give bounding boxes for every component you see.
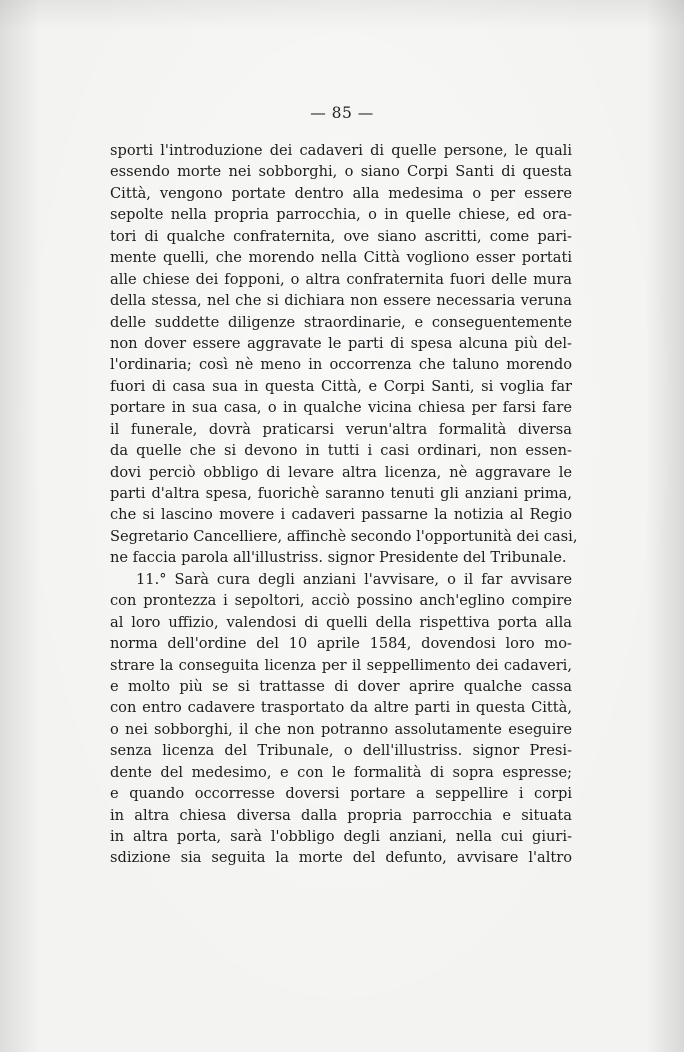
text-line: essendo morte nei sobborghi, o siano Corpi Santi di questa — [110, 163, 572, 181]
text-line: tori di qualche confraternita, ove siano ascritti, come pari- — [110, 227, 572, 245]
text-line: dovi perciò obbligo di levare altra licenza, nè aggravare le — [110, 463, 572, 481]
text-line: sepolte nella propria parrocchia, o in quelle chiese, ed ora- — [110, 206, 572, 224]
text-line: 11.° Sarà cura degli anziani l'avvisare, o il far avvisare — [136, 570, 572, 588]
text-line: Città, vengono portate dentro alla medesima o per essere — [110, 184, 572, 202]
text-line: ne faccia parola all'illustriss. signor Presidente del Tribunale. — [110, 549, 567, 567]
text-line: norma dell'ordine del 10 aprile 1584, dovendosi loro mo- — [110, 635, 572, 653]
text-line: Segretario Cancelliere, affinchè secondo l'opportunità dei casi, — [110, 527, 578, 545]
text-line: mente quelli, che morendo nella Città vogliono esser portati — [110, 249, 572, 267]
text-line: della stessa, nel che si dichiara non essere necessaria veruna — [110, 292, 572, 310]
text-line: sporti l'introduzione dei cadaveri di quelle persone, le quali — [110, 142, 572, 159]
text-line: con prontezza i sepoltori, acciò possino anch'eglino compire — [110, 592, 572, 610]
text-line: delle suddette diligenze straordinarie, e conseguentemente — [110, 313, 572, 331]
text-line: portare in sua casa, o in qualche vicina chiesa per farsi fare — [110, 399, 572, 417]
text-line: l'ordinaria; così nè meno in occorrenza che taluno morendo — [110, 356, 572, 374]
text-line: o nei sobborghi, il che non potranno assolutamente eseguire — [110, 720, 572, 738]
text-line: da quelle che si devono in tutti i casi ordinari, non essen- — [110, 442, 572, 460]
body-text — [110, 140, 578, 869]
text-line: parti d'altra spesa, fuorichè saranno tenuti gli anziani prima, — [110, 485, 572, 502]
text-line: senza licenza del Tribunale, o dell'illustriss. signor Presi- — [110, 742, 572, 760]
text-line: con entro cadavere trasportato da altre parti in questa Città, — [110, 699, 572, 717]
text-line: strare la conseguita licenza per il seppellimento dei cadaveri, — [110, 656, 572, 674]
text-line: che si lascino movere i cadaveri passarne la notizia al Regio — [110, 506, 572, 524]
text-line: in altra porta, sarà l'obbligo degli anziani, nella cui giuri- — [110, 828, 572, 845]
text-line: dente del medesimo, e con le formalità di sopra espresse; — [110, 763, 572, 781]
text-line: al loro uffizio, valendosi di quelli della rispettiva porta alla — [110, 613, 572, 631]
text-line: alle chiese dei fopponi, o altra confraternita fuori delle mura — [110, 270, 572, 288]
page-number: — 85 — — [310, 104, 374, 122]
text-line: e quando occorresse doversi portare a seppellire i corpi — [110, 785, 572, 803]
text-line: fuori di casa sua in questa Città, e Corpi Santi, si voglia far — [110, 377, 572, 395]
text-line: non dover essere aggravate le parti di spesa alcuna più del- — [110, 334, 572, 352]
text-line: sdizione sia seguita la morte del defunto, avvisare l'altro — [110, 849, 572, 867]
text-line: in altra chiesa diversa dalla propria parrocchia e situata — [110, 806, 572, 824]
text-line: e molto più se si trattasse di dover aprire qualche cassa — [110, 677, 572, 695]
text-line: il funerale, dovrà praticarsi verun'altra formalità diversa — [110, 420, 572, 438]
